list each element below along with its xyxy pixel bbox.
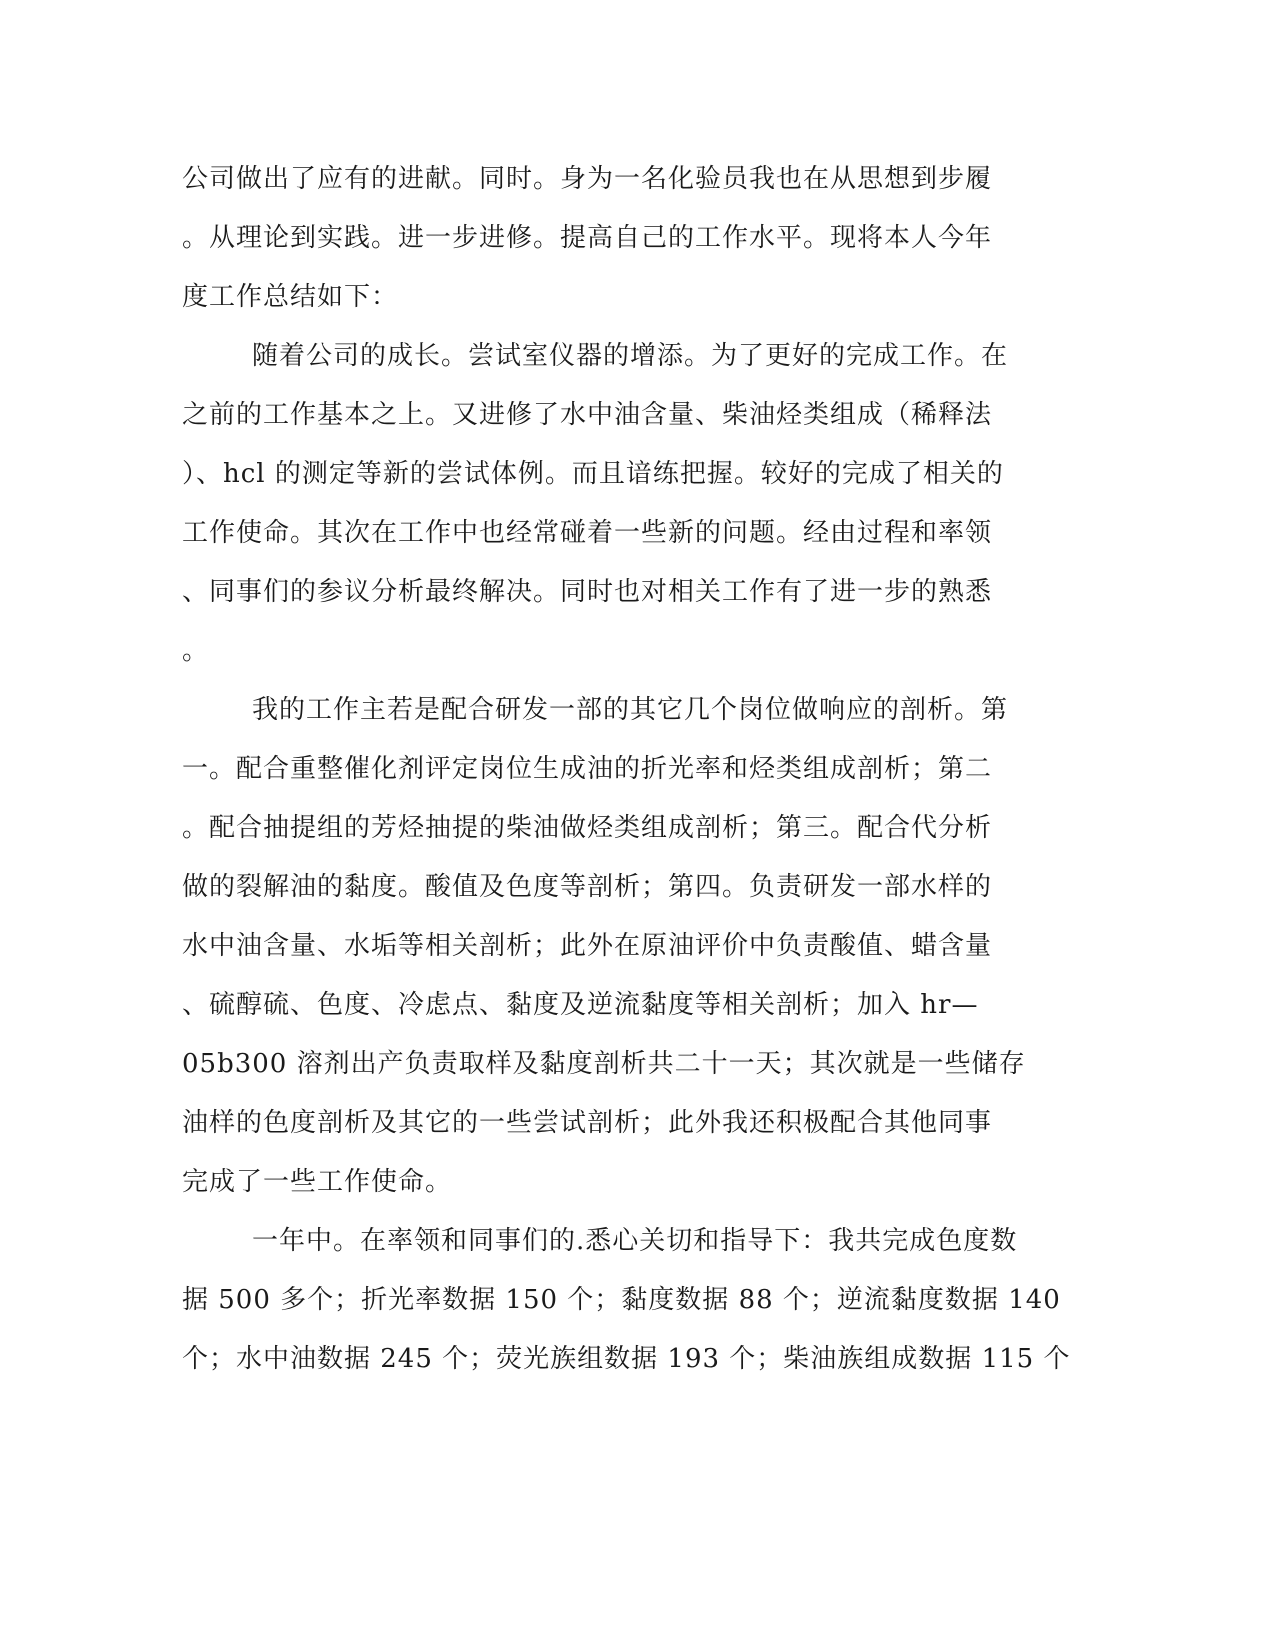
text-line: 。 (182, 636, 210, 666)
text-line: 度工作总结如下： (182, 282, 399, 312)
text-line: 、同事们的参议分析最终解决。同时也对相关工作有了进一步的熟悉 (182, 577, 993, 607)
text-line: 一。配合重整催化剂评定岗位生成油的折光率和烃类组成剖析；第二 (182, 754, 993, 784)
text-line: 公司做出了应有的进献。同时。身为一名化验员我也在从思想到步履 (182, 164, 993, 194)
text-line: 水中油含量、水垢等相关剖析；此外在原油评价中负责酸值、蜡含量 (182, 931, 993, 961)
body-text (182, 150, 1071, 1389)
text-line: 个；水中油数据 245 个；荧光族组数据 193 个；柴油族组成数据 115 个 (182, 1344, 1071, 1374)
text-line: 05b300 溶剂出产负责取样及黏度剖析共二十一天；其次就是一些储存 (182, 1049, 1026, 1079)
text-line: 工作使命。其次在工作中也经常碰着一些新的问题。经由过程和率领 (182, 518, 993, 548)
text-line: 做的裂解油的黏度。酸值及色度等剖析；第四。负责研发一部水样的 (182, 872, 993, 902)
paragraph-first-line: 我的工作主若是配合研发一部的其它几个岗位做响应的剖析。第 (252, 695, 1009, 725)
paragraph-first-line: 一年中。在率领和同事们的.悉心关切和指导下：我共完成色度数 (252, 1226, 1018, 1256)
paragraph-first-line: 随着公司的成长。尝试室仪器的增添。为了更好的完成工作。在 (252, 341, 1009, 371)
text-line: ）、hcl 的测定等新的尝试体例。而且谙练把握。较好的完成了相关的 (182, 459, 1004, 489)
text-line: 之前的工作基本之上。又进修了水中油含量、柴油烃类组成（稀释法 (182, 400, 993, 430)
text-line: 据 500 多个；折光率数据 150 个；黏度数据 88 个；逆流黏度数据 140 (182, 1285, 1061, 1315)
text-line: 。配合抽提组的芳烃抽提的柴油做烃类组成剖析；第三。配合代分析 (182, 813, 993, 843)
text-line: 、硫醇硫、色度、冷虑点、黏度及逆流黏度等相关剖析；加入 hr— (182, 990, 979, 1020)
text-line: 。从理论到实践。进一步进修。提高自己的工作水平。现将本人今年 (182, 223, 993, 253)
text-line: 完成了一些工作使命。 (182, 1167, 453, 1197)
text-line: 油样的色度剖析及其它的一些尝试剖析；此外我还积极配合其他同事 (182, 1108, 993, 1138)
